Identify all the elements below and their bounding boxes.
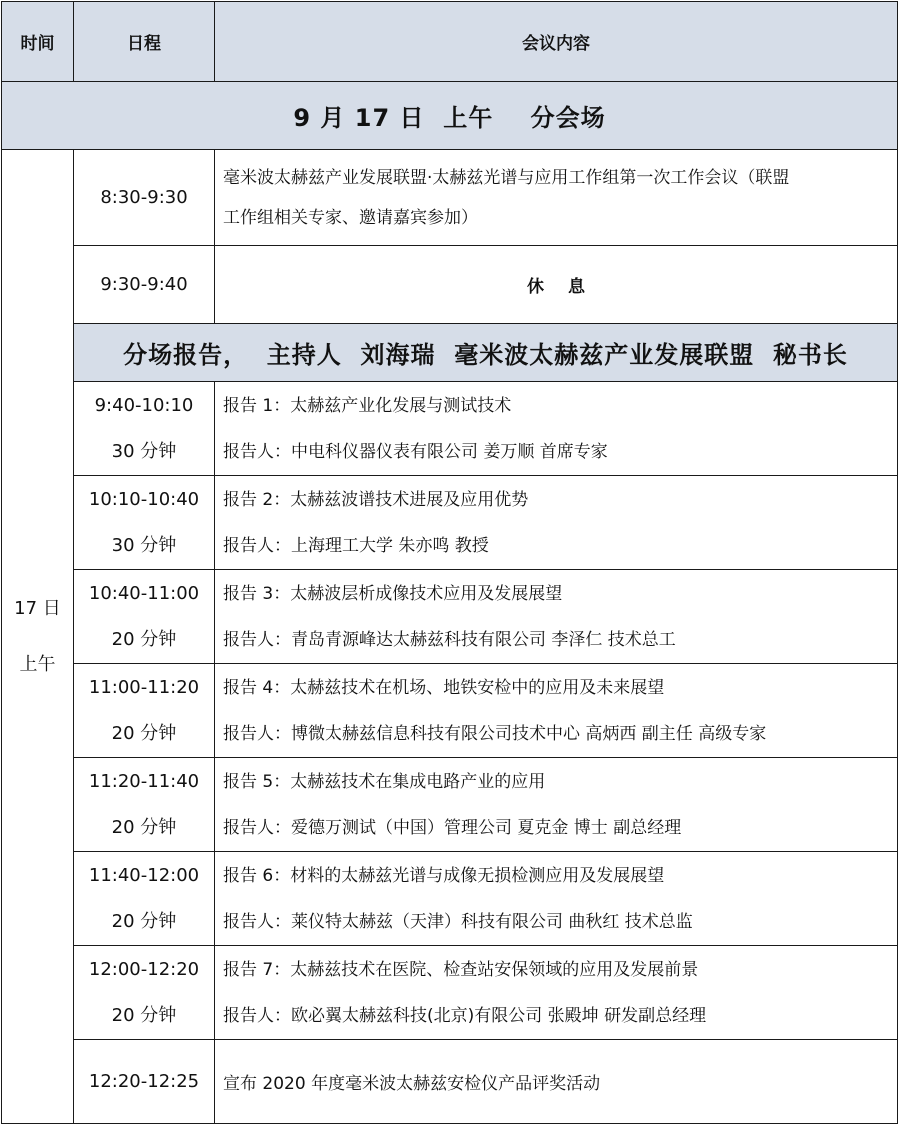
talk-content: [215, 946, 898, 1040]
break-time: 9:30-9:40: [74, 246, 215, 324]
talk-time: 11:20-11:40: [88, 770, 200, 792]
intro-time: 8:30-9:30: [74, 150, 215, 246]
header-time: 时间: [2, 2, 74, 82]
talk-content: [215, 382, 898, 476]
talk-content: [215, 570, 898, 664]
talk-row: [2, 476, 898, 570]
agenda-table: [1, 1, 898, 1124]
header-schedule: 日程: [74, 2, 215, 82]
closing-content: 宣布 2020 年度毫米波太赫兹安检仪产品评奖活动: [215, 1040, 898, 1124]
closing-time: 12:20-12:25: [74, 1040, 215, 1124]
talk-schedule: [74, 664, 215, 758]
talk-speaker: 报告人：青岛青源峰达太赫兹科技有限公司 李泽仁 技术总工: [223, 629, 676, 650]
talk-duration: 30 分钟: [111, 440, 177, 462]
talk-row: [2, 570, 898, 664]
talk-speaker: 报告人：莱仪特太赫兹（天津）科技有限公司 曲秋红 技术总监: [223, 911, 693, 932]
talk-row: [2, 664, 898, 758]
talk-duration: 20 分钟: [111, 628, 177, 650]
talk-time: 11:00-11:20: [88, 676, 200, 698]
session-banner-row: [2, 82, 898, 150]
talk-content: [215, 664, 898, 758]
agenda-row-intro: [2, 150, 898, 246]
talk-time: 10:40-11:00: [88, 582, 200, 604]
talk-title: 报告 3：太赫波层析成像技术应用及发展展望: [223, 583, 563, 604]
talk-title: 报告 1：太赫兹产业化发展与测试技术: [223, 395, 512, 416]
talk-content: [215, 852, 898, 946]
session-banner: 9 月 17 日 上午 分会场: [2, 82, 898, 150]
talk-row: [2, 852, 898, 946]
talk-speaker: 报告人：博微太赫兹信息科技有限公司技术中心 高炳西 副主任 高级专家: [223, 723, 767, 744]
talk-title: 报告 7：太赫兹技术在医院、检查站安保领域的应用及发展前景: [223, 959, 699, 980]
talk-content: [215, 758, 898, 852]
agenda-row-closing: [2, 1040, 898, 1124]
talk-schedule: [74, 758, 215, 852]
talk-schedule: [74, 570, 215, 664]
talk-title: 报告 4：太赫兹技术在机场、地铁安检中的应用及未来展望: [223, 677, 665, 698]
talk-time: 12:00-12:20: [88, 958, 200, 980]
talk-speaker: 报告人：上海理工大学 朱亦鸣 教授: [223, 535, 489, 556]
header-row: [2, 2, 898, 82]
talk-speaker: 报告人：中电科仪器仪表有限公司 姜万顺 首席专家: [223, 441, 608, 462]
day-label: [2, 150, 74, 1124]
header-content: 会议内容: [215, 2, 898, 82]
talk-duration: 30 分钟: [111, 534, 177, 556]
intro-content: [215, 150, 898, 246]
talk-schedule: [74, 476, 215, 570]
talk-duration: 20 分钟: [111, 910, 177, 932]
talk-schedule: [74, 946, 215, 1040]
talk-title: 报告 6：材料的太赫兹光谱与成像无损检测应用及发展展望: [223, 865, 665, 886]
talk-duration: 20 分钟: [111, 1004, 177, 1026]
intro-line-2: 工作组相关专家、邀请嘉宾参加）: [223, 207, 478, 228]
talk-content: [215, 476, 898, 570]
talk-speaker: 报告人：爱德万测试（中国）管理公司 夏克金 博士 副总经理: [223, 817, 682, 838]
agenda-row-break: [2, 246, 898, 324]
talk-schedule: [74, 382, 215, 476]
talk-title: 报告 5：太赫兹技术在集成电路产业的应用: [223, 771, 546, 792]
talk-duration: 20 分钟: [111, 722, 177, 744]
chair-banner: 分场报告， 主持人 刘海瑞 毫米波太赫兹产业发展联盟 秘书长: [74, 324, 898, 382]
talk-duration: 20 分钟: [111, 816, 177, 838]
talk-speaker: 报告人：欧必翼太赫兹科技(北京)有限公司 张殿坤 研发副总经理: [223, 1005, 707, 1026]
talk-time: 11:40-12:00: [88, 864, 200, 886]
break-label: 休息: [215, 246, 898, 324]
intro-line-1: 毫米波太赫兹产业发展联盟·太赫兹光谱与应用工作组第一次工作会议（联盟: [223, 167, 790, 188]
day-label-period: 上午: [19, 653, 56, 675]
talk-title: 报告 2：太赫兹波谱技术进展及应用优势: [223, 489, 529, 510]
chair-banner-row: [2, 324, 898, 382]
day-label-date: 17 日: [14, 597, 61, 619]
talk-time: 10:10-10:40: [88, 488, 200, 510]
talk-row: [2, 382, 898, 476]
talk-row: [2, 758, 898, 852]
talk-schedule: [74, 852, 215, 946]
talk-row: [2, 946, 898, 1040]
talk-time: 9:40-10:10: [94, 394, 194, 416]
